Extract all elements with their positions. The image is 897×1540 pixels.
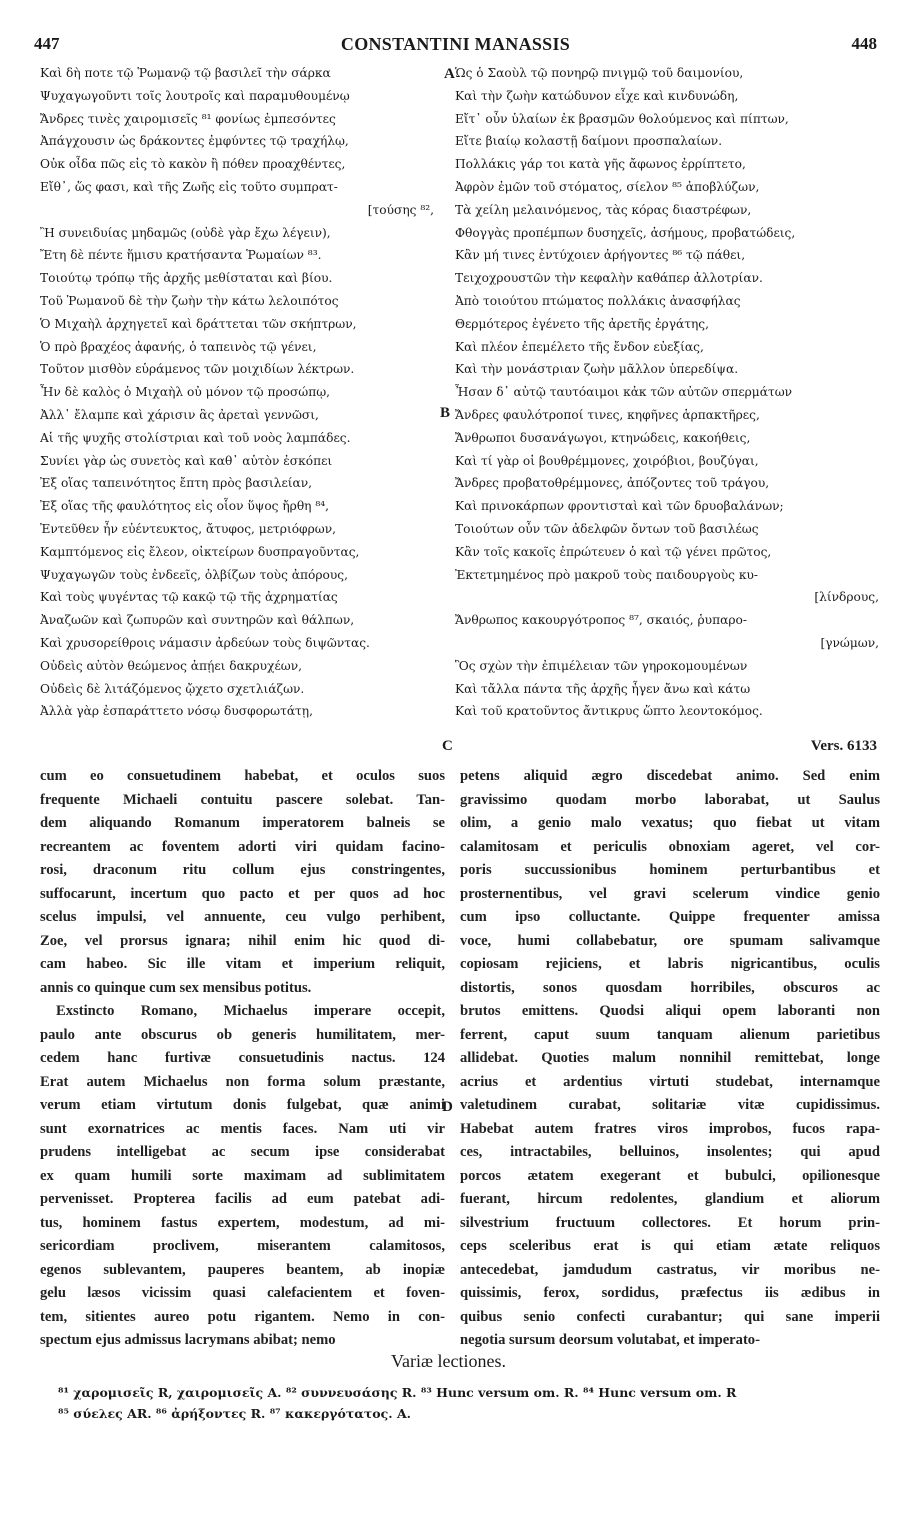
prose-line: paulo ante obscurus ob generis humilitatem, mer-: [40, 1026, 445, 1043]
verse-line: Ἄνδρες τινὲς χαιρομισεῖς ⁸¹ φονίως ἐμπεσόντες: [40, 111, 336, 126]
verse-line: Ἐξ οἵας τῆς φαυλότητος εἰς οἷον ὕψος ἤρθη ⁸⁴,: [40, 499, 329, 514]
verse-line: Ἄνδρες φαυλότροποί τινες, κηφῆνες ἁρπακτῆρες,: [455, 407, 760, 422]
prose-line: ces, intractabiles, belluinos, insolentes; qui apud: [460, 1144, 880, 1160]
prose-line: calamitosam et periculis obnoxiam ageret, vel cor-: [460, 838, 880, 855]
prose-line: cedem hanc furtivæ consuetudinis nactus. 124: [40, 1050, 445, 1066]
verse-line: [τούσης ⁸²,: [367, 202, 434, 217]
verse-line: Ἀφρὸν ἐμῶν τοῦ στόματος, σίελον ⁸⁵ ἀποβλύζων,: [455, 179, 760, 194]
verse-line: Καὶ τὴν ζωὴν κατώδυνον εἶχε καὶ κινδυνώδη,: [455, 88, 739, 103]
prose-line: Habebat autem fratres viros improbos, fucos rapa-: [460, 1120, 880, 1137]
verse-line: Ἀλλὰ γὰρ ἐσπαράττετο νόσῳ δυσφορωτάτῃ,: [40, 704, 313, 719]
verse-line: Ὡς ὁ Σαοὺλ τῷ πονηρῷ πνιγμῷ τοῦ δαιμονίου,: [455, 66, 744, 80]
verse-line: Τοῦτον μισθὸν εὑράμενος τῶν μοιχιδίων λέκτρων.: [40, 362, 355, 377]
verse-line: Καμπτόμενος εἰς ἔλεον, οἰκτείρων δυσπραγοῦντας,: [40, 544, 360, 559]
verse-line: Καὶ πρινοκάρπων φροντισταὶ καὶ τῶν δρυοβαλάνων;: [455, 499, 784, 514]
prose-line: prudens intelligebat ac secum ipse considerabat: [40, 1144, 445, 1160]
prose-line: distortis, sonos quosdam horribiles, obscuros ac: [460, 979, 880, 996]
verse-line: Ἐκτετμημένος πρὸ μακροῦ τοὺς παιδουργοὺς κυ-: [455, 567, 758, 582]
verse-line: Καὶ τί γὰρ οἱ βουθρέμμονες, χοιρόβιοι, βουζύγαι,: [455, 453, 759, 468]
prose-line: frequente Michaeli contuitu pascere solebat. Tan-: [40, 791, 445, 808]
verse-line: [λίνδρους,: [814, 590, 879, 605]
prose-line: fuerant, hircum redolentes, glandium et aliorum: [460, 1191, 880, 1207]
prose-line: copiosam rejiciens, et labris nigricantibus, oculis: [460, 956, 880, 972]
prose-line: ferrent, caput suum tanquam alienum parietibus: [460, 1026, 880, 1043]
verse-line: Αἱ τῆς ψυχῆς στολίστριαι καὶ τοῦ νοὸς λαμπάδες.: [40, 430, 351, 445]
verse-line: Ἦσαν δ᾽ αὐτῷ ταυτόαιμοι κἀκ τῶν αὐτῶν σπερμάτων: [455, 385, 793, 400]
verse-line: Θερμότερος ἐγένετο τῆς ἀρετῆς ἐργάτης,: [455, 316, 709, 331]
prose-line: allidebat. Quoties malum nonnihil remittebat, longe: [460, 1050, 880, 1066]
variant-readings-line-1: ⁸¹ χαρομισεῖς R, χαιρομισεῖς A. ⁸² συννευσάσης R. ⁸³ Hunc versum om. R. ⁸⁴ Hunc versum om. R: [58, 1385, 737, 1400]
prose-line: cum ipso colluctante. Quippe frequenter amissa: [460, 909, 880, 925]
verse-line: Καὶ χρυσορείθροις νάμασιν ἀρδεύων τοὺς διψῶντας.: [40, 635, 370, 650]
prose-line: ceps sceleribus erat is qui etiam ætate reliquos: [460, 1238, 880, 1254]
prose-line: tem, sitientes aureo potu rigantem. Nemo in con-: [40, 1308, 445, 1325]
verse-line: Οὐδεὶς αὐτὸν θεώμενος ἀπῄει δακρυχέων,: [40, 658, 302, 673]
greek-text-left-column: [40, 62, 440, 723]
prose-line: gravissimo quodam morbo laborabat, ut Saulus: [460, 791, 880, 808]
verse-line: Ψυχαγωγοῦντι τοῖς λουτροῖς καὶ παραμυθουμένῳ: [40, 88, 350, 103]
verse-line: Ἄνθρωποι δυσανάγωγοι, κτηνώδεις, κακοήθεις,: [455, 430, 751, 445]
prose-line: brutos emittens. Quodsi aliqui opem laboranti non: [460, 1003, 880, 1019]
verse-line: Οὐκ οἶδα πῶς εἰς τὸ κακὸν ἢ πόθεν προαχθέντες,: [40, 157, 346, 172]
prose-line: Erat autem Michaelus non forma solum præstante,: [40, 1073, 445, 1090]
verse-line: Τὰ χείλη μελαινόμενος, τὰς κόρας διαστρέφων,: [455, 202, 752, 217]
verse-line: Ἐξ οἵας ταπεινότητος ἔπτη πρὸς βασιλείαν,: [40, 476, 313, 491]
verse-line: Τειχοχρουστῶν τὴν κεφαλὴν καθάπερ ἀλλοτρίαν.: [455, 271, 763, 286]
verse-line: Ἄνδρες προβατοθρέμμονες, ἀπόζοντες τοῦ τράγου,: [455, 476, 770, 491]
verse-line: Τοῦ Ῥωμανοῦ δὲ τὴν ζωὴν τὴν κάτω λελοιπότος: [40, 293, 339, 308]
prose-line: cam habeo. Sic ille vitam et imperium reliquit,: [40, 956, 445, 972]
left-page-number: 447: [34, 34, 60, 53]
prose-line: egenos sublevantem, pauperes beantem, ab inopiæ: [40, 1261, 445, 1278]
verse-line: Κἂν μή τινες ἐντύχοιεν ἀρήγοντες ⁸⁶ τῷ πάθει,: [455, 248, 746, 263]
prose-line: petens aliquid ægro discedebat animo. Sed enim: [460, 768, 880, 784]
verse-line: Εἴτε βιαίῳ κολαστῇ δαίμονι προσπαλαίων.: [455, 134, 723, 149]
verse-line: Ὁ Μιχαὴλ ἀρχηγετεῖ καὶ δράττεται τῶν σκήπτρων,: [40, 316, 357, 331]
verse-line: Ἀλλ᾽ ἔλαμπε καὶ χάρισιν ἃς ἀρεταὶ γεννῶσι,: [40, 407, 319, 422]
prose-line: spectum ejus admissus lacrymans abibat; nemo: [40, 1332, 336, 1348]
verse-line: Ψυχαγωγῶν τοὺς ἐνδεεῖς, ὀλβίζων τοὺς ἀπόρους,: [40, 567, 348, 582]
prose-line: verum etiam virtutum donis fulgebat, quæ animi: [40, 1097, 445, 1113]
prose-line: suffocarunt, incertum quo pacto et per quos ad hoc: [40, 885, 445, 902]
greek-text-right-column: [455, 62, 885, 723]
verse-line: Καὶ τοῦ κρατοῦντος ἄντικρυς ὥπτο λεοντοκόμος.: [455, 704, 763, 719]
prose-line: olim, a genio malo vexatus; quo fiebat ut vitam: [460, 815, 880, 831]
verse-line: Ἀναζωῶν καὶ ζωπυρῶν καὶ συντηρῶν καὶ θάλπων,: [40, 613, 355, 628]
prose-line: poris succussionibus hominem perturbantibus et: [460, 862, 880, 878]
verse-line: Πολλάκις γάρ τοι κατὰ γῆς ἄφωνος ἐρρίπτετο,: [455, 157, 746, 172]
verse-line: Ἔτη δὲ πέντε ἥμισυ κρατήσαντα Ῥωμαίων ⁸³.: [40, 248, 322, 263]
prose-line: dem aliquando Romanum imperatorem balneis se: [40, 815, 445, 831]
prose-line: pervenisset. Propterea facilis ad eum patebat adi-: [40, 1191, 445, 1207]
verse-number: Vers. 6133: [810, 738, 877, 754]
margin-marker-d: D: [442, 1099, 453, 1115]
verse-line: Καὶ τοὺς ψυγέντας τῷ κακῷ τῷ τῆς ἀχρηματίας: [40, 590, 338, 605]
variae-lectiones-heading: Variæ lectiones.: [391, 1351, 506, 1371]
verse-line: Εἴτ᾽ οὖν ὑλαίων ἐκ βρασμῶν θολούμενος καὶ πίπτων,: [455, 111, 789, 126]
latin-translation-left-column: [40, 765, 445, 1353]
verse-line: Καὶ πλέον ἐπεμέλετο τῆς ἔνδον εὐεξίας,: [455, 339, 704, 354]
prose-line: negotia sursum deorsum volutabat, et imperato-: [460, 1332, 760, 1348]
prose-line: prosternentibus, vel gravi scelerum vindice genio: [460, 885, 880, 902]
verse-line: [γνώμων,: [820, 635, 879, 650]
prose-line: ex quam humili sorte maximam ad sublimitatem: [40, 1167, 445, 1184]
verse-line: Φθογγὰς προπέμπων δυσηχεῖς, ἀσήμους, προβατώδεις,: [455, 225, 796, 240]
prose-line: Exstincto Romano, Michaelus imperare occepit,: [56, 1003, 445, 1019]
verse-line: Ὁ πρὸ βραχέος ἀφανής, ὁ ταπεινὸς τῷ γένει,: [40, 339, 317, 354]
prose-line: Zoe, vel prorsus ignara; nihil enim hic quod di-: [40, 932, 445, 949]
verse-line: Ἄνθρωπος κακουργότροπος ⁸⁷, σκαιός, ῥυπαρο-: [455, 613, 747, 628]
prose-line: tus, hominem fastus expertem, modestum, ad mi-: [40, 1214, 445, 1231]
prose-line: valetudinem curabat, solitariæ vitæ cupidissimus.: [460, 1097, 880, 1113]
margin-marker-c: C: [442, 738, 453, 754]
running-title: CONSTANTINI MANASSIS: [340, 34, 571, 54]
variant-readings-line-2: ⁸⁵ σύελες AR. ⁸⁶ ἀρήξοντες R. ⁸⁷ κακεργότατος. A.: [58, 1406, 412, 1421]
prose-line: sericordiam proclivem, miserantem calamitosos,: [40, 1238, 445, 1254]
verse-line: Ἢ συνειδυίας μηδαμῶς (οὐδὲ γὰρ ἔχω λέγειν),: [40, 225, 331, 240]
verse-line: Ἦν δὲ καλὸς ὁ Μιχαὴλ οὐ μόνον τῷ προσώπῳ,: [40, 385, 331, 400]
verse-line: Εἴθ᾽, ὥς φασι, καὶ τῆς Ζωῆς εἰς τοῦτο συμπρατ-: [40, 179, 338, 194]
page-header: [34, 34, 877, 56]
prose-line: acrius et ardentius virtuti studebat, internamque: [460, 1073, 880, 1090]
verse-line: Καὶ δὴ ποτε τῷ Ῥωμανῷ τῷ βασιλεῖ τὴν σάρκα: [40, 66, 331, 80]
verse-line: Κἂν τοῖς κακοῖς ἐπρώτευεν ὁ καὶ τῷ γένει πρῶτος,: [455, 544, 772, 559]
prose-line: rosi, draconum ritu collum ejus constringentes,: [40, 862, 445, 878]
verse-line: Καὶ τἄλλα πάντα τῆς ἀρχῆς ἦγεν ἄνω καὶ κάτω: [455, 681, 751, 696]
prose-line: scelus impulsi, vel annuente, ceu vulgo perhibent,: [40, 909, 445, 925]
prose-line: quissimis, ferox, sordidus, præfectus iis ædibus in: [460, 1285, 880, 1301]
verse-line: Οὐδεὶς δὲ λιτάζόμενος ᾤχετο σχετλιάζων.: [40, 681, 305, 696]
margin-marker-a: A: [444, 66, 455, 82]
prose-line: silvestrium fructuum collectores. Et horum prin-: [460, 1214, 880, 1231]
right-page-number: 448: [851, 34, 877, 53]
verse-line: Ἀπάγχουσιν ὡς δράκοντες ἐμφύντες τῷ τραχήλῳ,: [40, 134, 349, 149]
prose-line: annis co quinque cum sex mensibus potitus.: [40, 979, 312, 996]
prose-line: recreantem ac foventem adorti viri quidam facino-: [40, 838, 445, 855]
verse-line: Συνίει γὰρ ὡς συνετὸς καὶ καθ᾽ αὑτὸν ἐσκόπει: [40, 453, 333, 468]
margin-marker-b: B: [440, 405, 451, 421]
verse-line: Ἀπὸ τοιούτου πτώματος πολλάκις ἀνασφήλας: [455, 293, 741, 308]
verse-line: Τοιούτῳ τρόπῳ τῆς ἀρχῆς μεθίσταται καὶ βίου.: [40, 271, 333, 286]
verse-line: Καὶ τὴν μονάστριαν ζωὴν μᾶλλον ὑπερεδίψα.: [455, 362, 739, 377]
prose-line: gelu læsos vicissim quasi calefacientem et foven-: [40, 1285, 445, 1301]
prose-line: voce, humi collabebatur, ore spumam salivamque: [460, 932, 880, 949]
prose-line: sunt exornatrices ac mentis faces. Nam uti vir: [40, 1120, 445, 1137]
verse-line: Ὃς σχὼν τὴν ἐπιμέλειαν τῶν γηροκομουμένων: [455, 658, 748, 673]
prose-line: antecedebat, jamdudum castratus, vir moribus ne-: [460, 1261, 880, 1278]
prose-line: quibus senio confecti curabantur; qui sane imperii: [460, 1308, 880, 1325]
latin-translation-right-column: [460, 765, 880, 1353]
verse-line: Τοιούτων οὖν τῶν ἀδελφῶν ὄντων τοῦ βασιλέως: [455, 521, 759, 536]
prose-line: cum eo consuetudinem habebat, et oculos suos: [40, 768, 445, 784]
verse-line: Ἐντεῦθεν ἦν εὐέντευκτος, ἄτυφος, μετριόφρων,: [40, 521, 336, 536]
prose-line: porcos ætatem exegerant et bubulci, opilionesque: [460, 1167, 880, 1184]
